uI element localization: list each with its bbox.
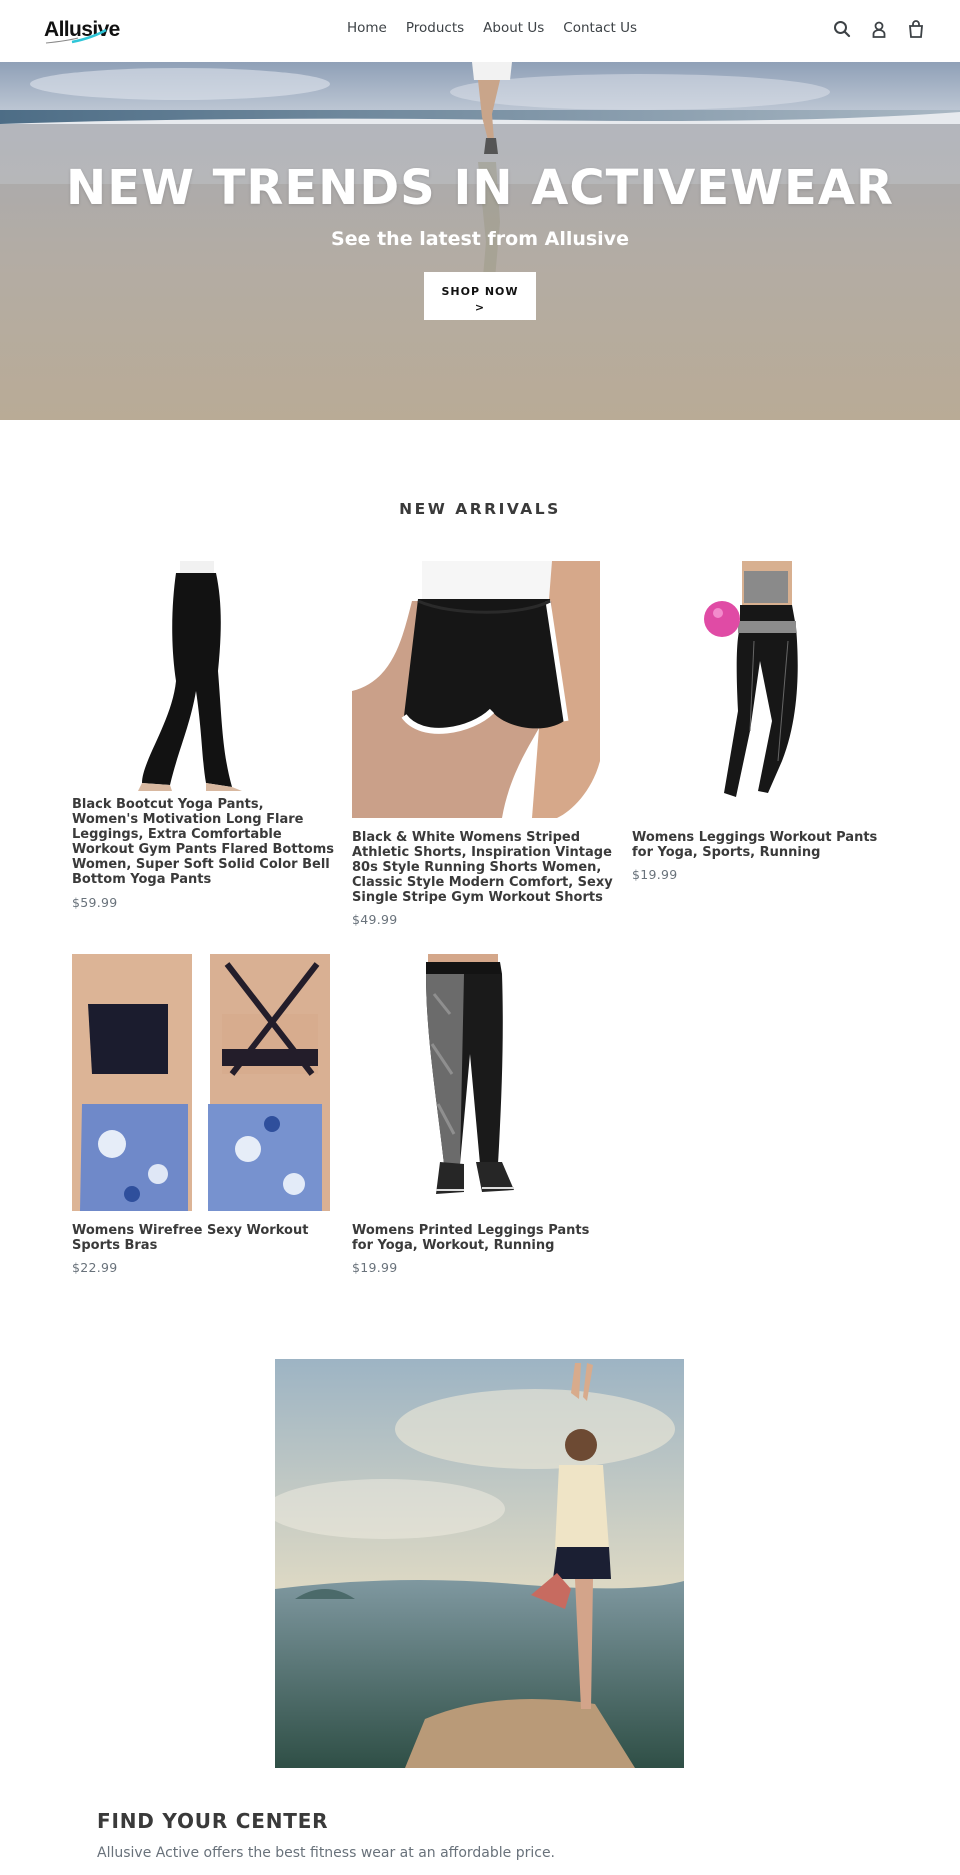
feature-title: FIND YOUR CENTER (97, 1809, 329, 1833)
feature-yoga-image (275, 1359, 684, 1768)
logo-text: Allusive (44, 18, 120, 41)
nav-home[interactable]: Home (347, 20, 387, 36)
hero-title: NEW TRENDS IN ACTIVEWEAR (66, 160, 894, 216)
product-name[interactable]: Womens Wirefree Sexy Workout Sports Bras (72, 1223, 309, 1253)
nav-contact-us[interactable]: Contact Us (563, 20, 638, 36)
main-nav (347, 20, 656, 36)
site-header (0, 0, 960, 62)
shop-now-button[interactable] (424, 272, 536, 320)
logo-swoosh-icon (44, 16, 116, 46)
section-title-new-arrivals: NEW ARRIVALS (399, 500, 561, 518)
header-icons (832, 18, 926, 40)
product-price: $19.99 (352, 1260, 398, 1275)
product-image[interactable] (72, 954, 330, 1211)
product-price: $22.99 (72, 1260, 118, 1275)
product-image[interactable] (352, 954, 610, 1211)
shop-now-label: SHOP NOW (441, 285, 519, 298)
product-price: $19.99 (632, 867, 678, 882)
hero-subtitle: See the latest from Allusive (331, 228, 629, 250)
logo[interactable] (44, 16, 120, 46)
product-name[interactable]: Black Bootcut Yoga Pants, Women's Motivation Long Flare Leggings, Extra Comfortable Workout Gym Pants Flared Bottoms Women, Super Soft Solid Color Bell Bottom Yoga Pants (72, 797, 334, 887)
product-name[interactable]: Womens Leggings Workout Pants for Yoga, Sports, Running (632, 830, 878, 860)
cart-icon[interactable] (906, 18, 926, 40)
account-icon[interactable] (869, 18, 889, 40)
product-price: $49.99 (352, 912, 398, 927)
product-name[interactable]: Womens Printed Leggings Pants for Yoga, Workout, Running (352, 1223, 590, 1253)
product-image[interactable] (352, 561, 610, 818)
nav-about-us[interactable]: About Us (483, 20, 545, 36)
hero-banner (0, 62, 960, 420)
product-price: $59.99 (72, 895, 118, 910)
search-icon[interactable] (832, 18, 852, 40)
product-name[interactable]: Black & White Womens Striped Athletic Shorts, Inspiration Vintage 80s Style Running Shorts Women, Classic Style Modern Comfort, Sexy Single Stripe Gym Workout Shorts (352, 830, 613, 905)
shop-now-arrow: > (474, 301, 486, 314)
nav-products[interactable]: Products (405, 20, 465, 36)
feature-text: Allusive Active offers the best fitness wear at an affordable price. (97, 1845, 556, 1861)
product-image[interactable] (632, 561, 890, 801)
product-image[interactable] (72, 561, 330, 791)
